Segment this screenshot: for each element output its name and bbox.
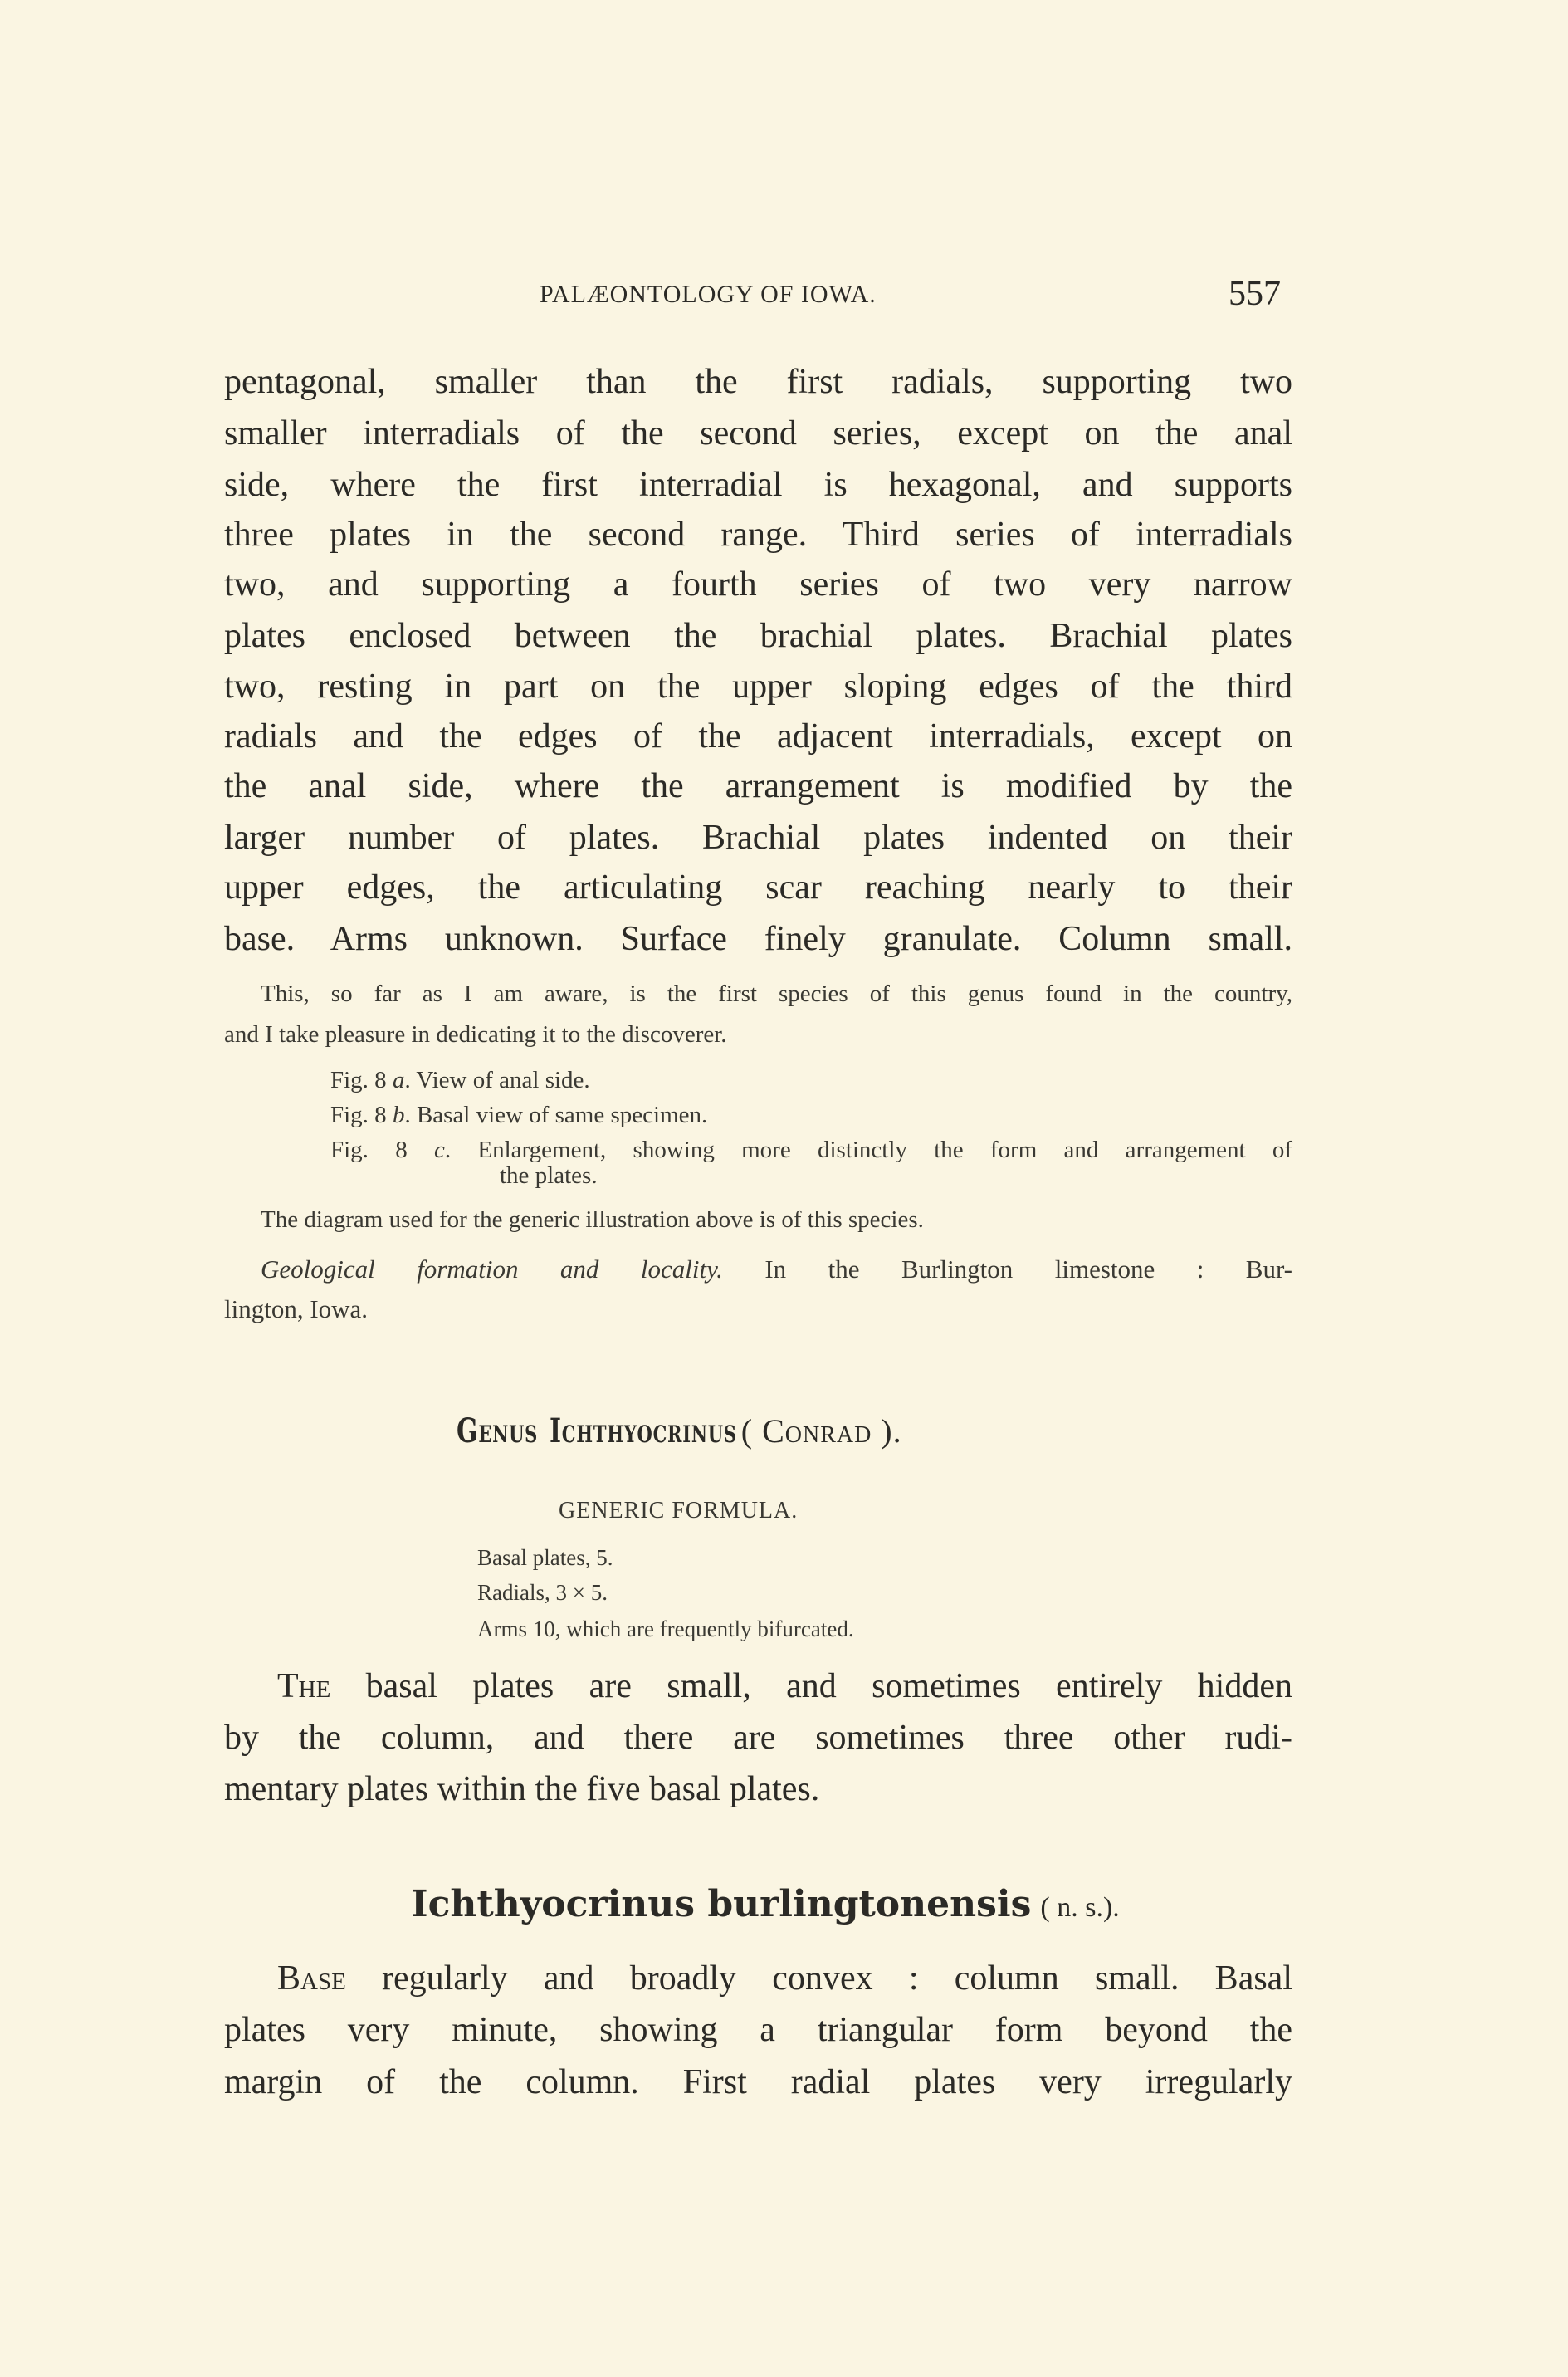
formula-item: Radials, 3 × 5. xyxy=(477,1580,608,1605)
figure-caption-c-cont: the plates. xyxy=(500,1162,598,1189)
body-line: margin of the column. First radial plates very irregularly xyxy=(224,2063,1292,2101)
note-line: and I take pleasure in dedicating it to the discoverer. xyxy=(224,1021,727,1048)
body-line: three plates in the second range. Third series of interradials xyxy=(224,516,1292,554)
geology-line-cont: lington, Iowa. xyxy=(224,1294,369,1323)
geology-line: Geological formation and locality. In the Burlington limestone : Bur- xyxy=(261,1255,1292,1284)
body-line: The basal plates are small, and sometimes entirely hidden xyxy=(277,1667,1292,1705)
genus-heading: Genus Ichthyocrinus ( Conrad ). xyxy=(457,1411,902,1450)
species-heading: Ichthyocrinus burlingtonensis ( n. s.). xyxy=(411,1883,1120,1925)
running-title: PALÆONTOLOGY OF IOWA. xyxy=(540,281,877,308)
body-line: upper edges, the articulating scar reaching nearly to their xyxy=(224,868,1292,907)
page-number: 557 xyxy=(1229,275,1281,313)
figure-caption-b: Fig. 8 b. Basal view of same specimen. xyxy=(330,1102,708,1128)
body-line: base. Arms unknown. Surface finely granulate. Column small. xyxy=(224,920,1292,958)
body-line: smaller interradials of the second series, except on the anal xyxy=(224,414,1292,452)
body-line: pentagonal, smaller than the first radials, supporting two xyxy=(224,363,1292,401)
body-line: two, resting in part on the upper sloping edges of the third xyxy=(224,668,1292,706)
body-line: mentary plates within the five basal plates. xyxy=(224,1770,820,1808)
body-line: plates very minute, showing a triangular form beyond the xyxy=(224,2011,1292,2049)
figure-caption-c: Fig. 8 c. Enlargement, showing more distinctly the form and arrangement of xyxy=(330,1137,1293,1163)
note-line: This, so far as I am aware, is the first species of this genus found in the country, xyxy=(261,981,1292,1007)
body-line: plates enclosed between the brachial plates. Brachial plates xyxy=(224,617,1292,655)
body-line: two, and supporting a fourth series of two very narrow xyxy=(224,565,1292,604)
figure-caption-a: Fig. 8 a. View of anal side. xyxy=(330,1067,590,1093)
body-line: the anal side, where the arrangement is modified by the xyxy=(224,767,1292,805)
body-line: larger number of plates. Brachial plates indented on their xyxy=(224,819,1292,857)
body-line: radials and the edges of the adjacent interradials, except on xyxy=(224,717,1292,756)
body-line: Base regularly and broadly convex : column small. Basal xyxy=(277,1959,1292,1998)
formula-item: Arms 10, which are frequently bifurcated. xyxy=(477,1616,854,1641)
formula-item: Basal plates, 5. xyxy=(477,1545,613,1570)
body-line: by the column, and there are sometimes three other rudi- xyxy=(224,1719,1292,1757)
body-line: side, where the first interradial is hexagonal, and supports xyxy=(224,466,1292,504)
formula-title: GENERIC FORMULA. xyxy=(559,1498,799,1524)
diagram-note: The diagram used for the generic illustration above is of this species. xyxy=(261,1206,924,1233)
